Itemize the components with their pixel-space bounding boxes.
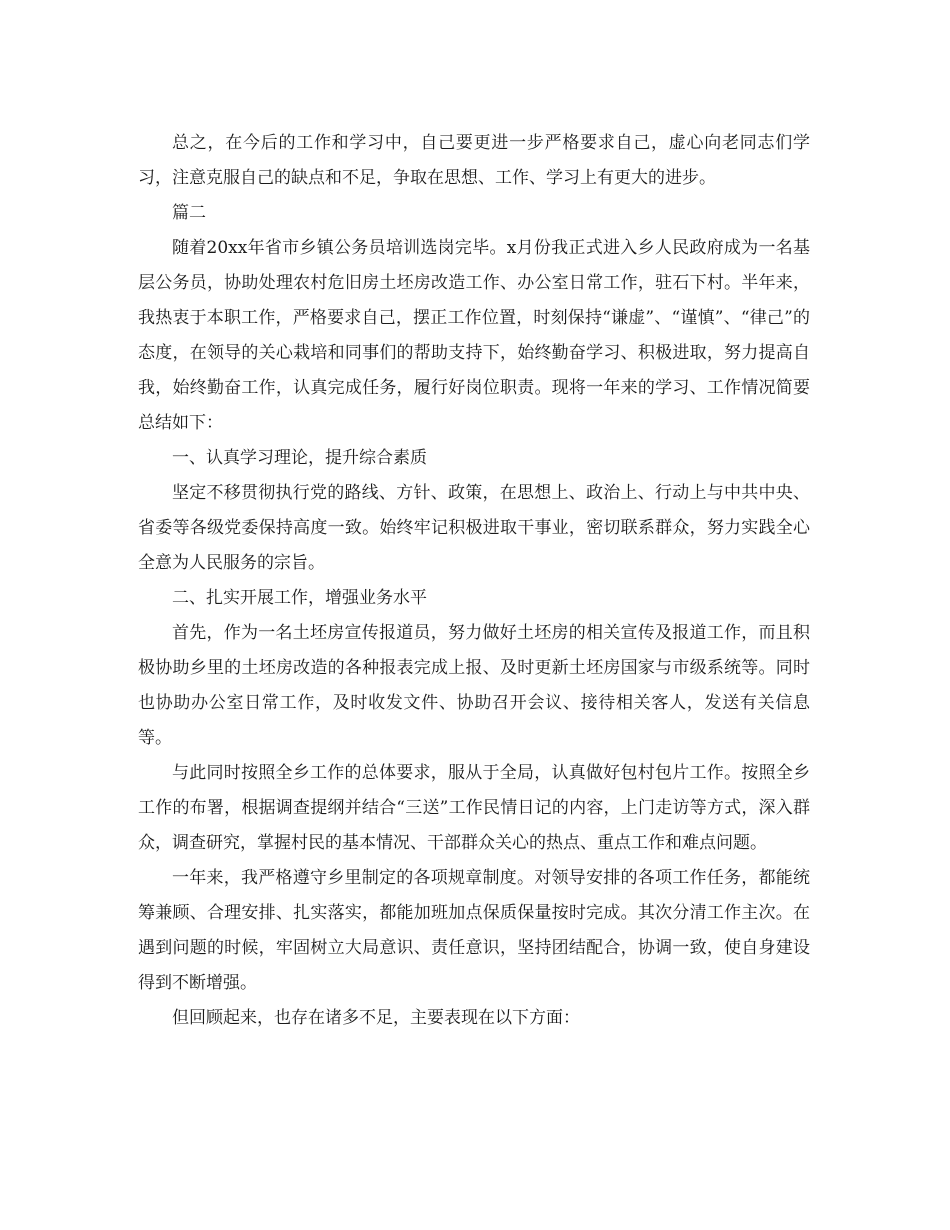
paragraph-study-theory: 坚定不移贯彻执行党的路线、方针、政策，在思想上、政治上、行动上与中共中央、省委等各级党委保持高度一致。始终牢记积极进取干事业，密切联系群众，努力实践全心全意为人民服务的宗旨。 — [138, 483, 810, 573]
paragraph-village-work: 与此同时按照全乡工作的总体要求，服从于全局，认真做好包村包片工作。按照全乡工作的布署，根据调查提纲并结合“三送”工作民情日记的内容，上门走访等方式，深入群众，调查研究，掌握村民的基本情况、干部群众关心的热点、重点工作和难点问题。 — [138, 763, 810, 853]
paragraph-conclusion: 总之，在今后的工作和学习中，自己要更进一步严格要求自己，虚心向老同志们学习，注意克服自己的缺点和不足，争取在思想、工作、学习上有更大的进步。 — [138, 133, 810, 188]
section-title-part-two: 篇二 — [172, 203, 206, 223]
document-body — [138, 126, 810, 1036]
paragraph-introduction: 随着20xx年省市乡镇公务员培训选岗完毕。x月份我正式进入乡人民政府成为一名基层公务员，协助处理农村危旧房土坯房改造工作、办公室日常工作，驻石下村。半年来，我热衷于本职工作，严格要求自己，摆正工作位置，时刻保持“谦虚”、“谨慎”、“律己”的态度，在领导的关心栽培和同事们的帮助支持下，始终勤奋学习、积极进取，努力提高自我，始终勤奋工作，认真完成任务，履行好岗位职责。现将一年来的学习、工作情况简要总结如下： — [138, 238, 810, 433]
heading-work-development: 二、扎实开展工作，增强业务水平 — [172, 588, 427, 608]
paragraph-regulations: 一年来，我严格遵守乡里制定的各项规章制度。对领导安排的各项工作任务，都能统筹兼顾、合理安排、扎实落实，都能加班加点保质保量按时完成。其次分清工作主次。在遇到问题的时候，牢固树立大局意识、责任意识，坚持团结配合，协调一致，使自身建设得到不断增强。 — [138, 868, 810, 993]
paragraph-shortcomings: 但回顾起来，也存在诸多不足，主要表现在以下方面： — [172, 1008, 580, 1028]
heading-study-theory: 一、认真学习理论，提升综合素质 — [172, 448, 427, 468]
paragraph-publicity-work: 首先，作为一名土坯房宣传报道员，努力做好土坯房的相关宣传及报道工作，而且积极协助乡里的土坯房改造的各种报表完成上报、及时更新土坯房国家与市级系统等。同时也协助办公室日常工作，及时收发文件、协助召开会议、接待相关客人，发送有关信息等。 — [138, 623, 810, 748]
